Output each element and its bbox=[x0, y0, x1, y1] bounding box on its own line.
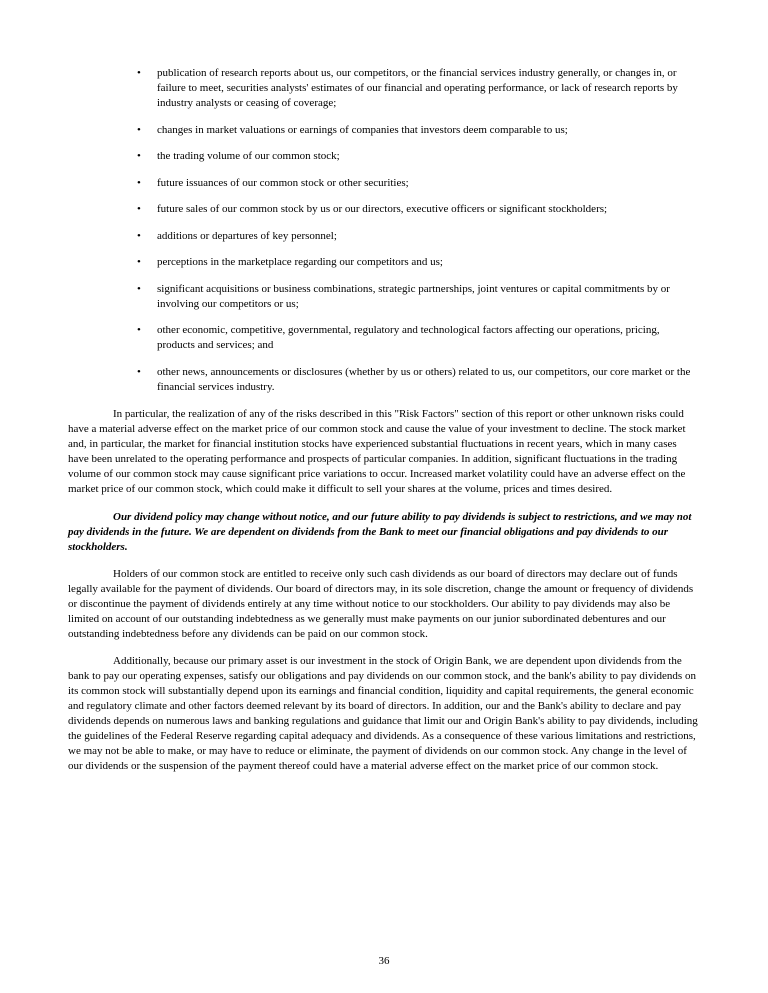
bullet-marker: • bbox=[137, 67, 141, 79]
bullet-text: other economic, competitive, governmental, regulatory and technological factors affecting our operations, pricing, products and services; and bbox=[157, 324, 660, 351]
bullet-marker: • bbox=[137, 203, 141, 215]
bullet-marker: • bbox=[137, 229, 141, 242]
bullet-item bbox=[137, 149, 700, 164]
bullet-item bbox=[137, 66, 700, 111]
bullet-marker: • bbox=[137, 365, 141, 378]
bullet-item bbox=[137, 255, 700, 270]
bullet-marker: • bbox=[137, 282, 141, 295]
paragraph-origin-bank-dependence: Additionally, because our primary asset is our investment in the stock of Origin Bank, we are dependent upon dividends from the bank to pay our operating expenses, satisfy our obligations and pay dividends on our common stock, and the bank's ability to pay dividends on its common stock will substantially depend upon its earnings and financial condition, liquidity and capital requirements, the general economic and regulatory climate and other factors deemed relevant by its board of directors. In addition, our and the Bank's ability to declare and pay dividends depends on numerous laws and banking regulations and guidance that limit our and Origin Bank's ability to pay dividends, including the guidelines of the Federal Reserve regarding capital adequacy and dividends. As a consequence of these various limitations and restrictions, we may not be able to make, or may have to reduce or eliminate, the payment of dividends on our common stock. Any change in the level of our dividends or the suspension of the payment thereof could have a material adverse effect on the market price of our common stock. bbox=[68, 654, 698, 772]
bullet-item bbox=[137, 365, 700, 395]
paragraph-dividend-holders: Holders of our common stock are entitled to receive only such cash dividends as our board of directors may declare out of funds legally available for the payment of dividends. Our board of directors may, in its sole discretion, change the amount or frequency of dividends or discontinue the payment of dividends entirely at any time without notice to our stockholders. Our ability to pay dividends may also be limited on account of our outstanding indebtedness as we generally must make payments on our junior subordinated debentures and our outstanding indebtedness before any dividends can be paid on our common stock. bbox=[68, 567, 694, 640]
bullet-marker: • bbox=[137, 123, 141, 136]
bullet-item bbox=[137, 176, 700, 191]
bullet-text: perceptions in the marketplace regarding our competitors and us; bbox=[157, 256, 443, 268]
bullet-text: future sales of our common stock by us or our directors, executive officers or significant stockholders; bbox=[157, 203, 608, 215]
bullet-marker: • bbox=[137, 176, 141, 189]
bullet-item bbox=[137, 123, 700, 138]
bullet-item bbox=[137, 282, 700, 312]
bullet-item bbox=[137, 202, 700, 217]
bullet-text: changes in market valuations or earnings of companies that investors deem comparable to us; bbox=[157, 123, 568, 136]
bullet-item bbox=[137, 229, 700, 244]
bullet-text: significant acquisitions or business combinations, strategic partnerships, joint ventures or capital commitments by or involving our competitors or us; bbox=[157, 282, 670, 310]
risk-factor-heading-dividend-policy: Our dividend policy may change without notice, and our future ability to pay dividends is subject to restrictions, and we may not pay dividends in the future. We are dependent on dividends from the Bank to meet our financial obligations and pay dividends to our stockholders. bbox=[68, 510, 692, 553]
bullet-text: publication of research reports about us, our competitors, or the financial services industry generally, or changes in, or failure to meet, securities analysts' estimates of our financial and operating performance, or lack of research reports by industry analysts or ceasing of coverage; bbox=[157, 67, 678, 109]
bullet-marker: • bbox=[137, 256, 141, 268]
bullet-text: additions or departures of key personnel; bbox=[157, 229, 337, 242]
bullet-text: future issuances of our common stock or other securities; bbox=[157, 176, 409, 189]
risk-factor-bullet-list bbox=[68, 66, 700, 395]
paragraph-market-risks: In particular, the realization of any of the risks described in this "Risk Factors" section of this report or other unknown risks could have a material adverse effect on the market price of our common stock and cause the value of your investment to decline. The stock market and, in particular, the market for financial institution stocks have experienced substantial fluctuations in recent years, which in many cases have been unrelated to the operating performance and prospects of particular companies. In addition, significant fluctuations in the trading volume of our common stock may cause significant price variations to occur. Increased market volatility could have an adverse effect on the market price of our common stock, which could make it difficult to sell your shares at the volume, prices and times desired. bbox=[68, 407, 686, 495]
bullet-marker: • bbox=[137, 324, 141, 336]
bullet-marker: • bbox=[137, 150, 141, 162]
page-number: 36 bbox=[378, 955, 390, 967]
bullet-text: the trading volume of our common stock; bbox=[157, 150, 340, 162]
bullet-text: other news, announcements or disclosures (whether by us or others) related to us, our competitors, our core market or the financial services industry. bbox=[157, 365, 691, 393]
bullet-item bbox=[137, 323, 700, 353]
